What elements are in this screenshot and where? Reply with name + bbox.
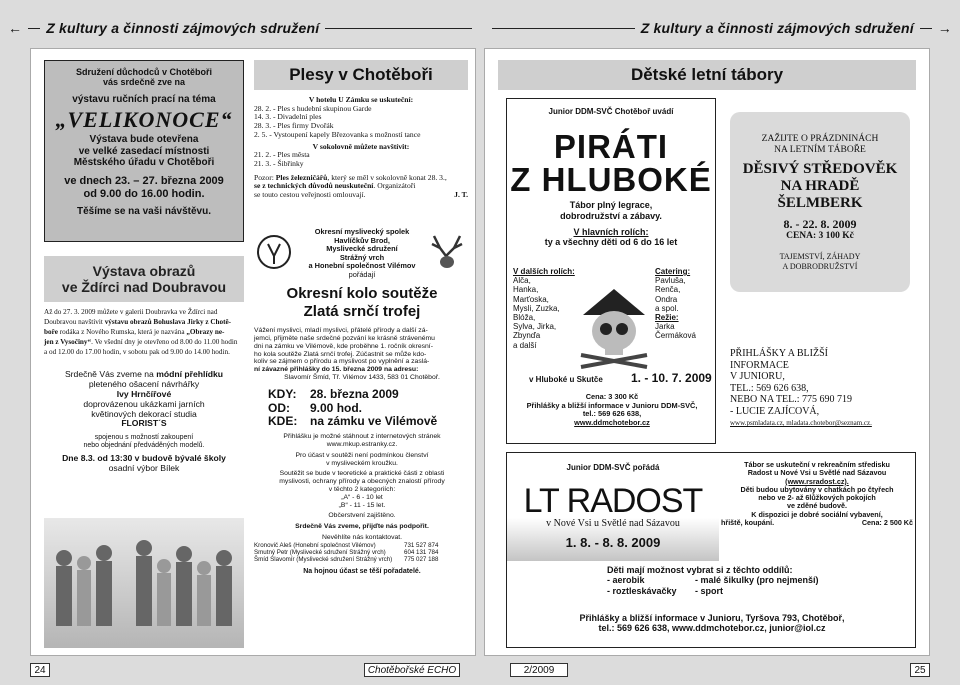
radost-camp-poster: Junior DDM-SVČ pořádá LT RADOST v Nové Vsi u Světlé nad Sázavou 1. 8. - 8. 8. 2009 Tábor se uskuteční v rekreačním středisku Radost u Nové Vsi u Světlé nad Sázavou (www.rsradost.cz). Děti budou ubytovány v chatkách po čtyřech nebo ve 2- až 6lůžkových pokojích ve zděné budově. K dispozici je dobré sociální vybavení, hřiště, koupání. Cena: 2 500 Kč Děti mají možnost vybrat si z těchto oddílů: - aerobik - malé šikulky (pro nejmenší) - roztleskávačky - sport Přihlášky a bližší informace v Junioru, Tyršova 793, Chotěboř, tel.: 569 626 638, www.ddmchotebor.cz, junior@iol.cz — [506, 452, 916, 648]
pirates-dates: 1. - 10. 7. 2009 — [631, 371, 712, 385]
trophy-title-2: Zlatá srnčí trofej — [303, 303, 421, 321]
radost-title: LT RADOST — [523, 482, 703, 521]
easter-dates: ve dnech 23. – 27. března 2009 — [64, 174, 224, 187]
easter-hours: od 9.00 do 16.00 hodin. — [83, 187, 205, 200]
deer-head-icon — [426, 232, 468, 270]
camps-header — [498, 60, 916, 90]
easter-line: vás srdečně zve na — [102, 77, 186, 88]
balls-title: Plesy v Chotěboři — [289, 65, 433, 84]
selmberk-dates: 8. - 22. 8. 2009 — [783, 216, 857, 231]
pirates-title-1: PIRÁTI — [553, 128, 669, 166]
header-right — [486, 14, 952, 42]
page-number-left: 24 — [30, 663, 50, 677]
pirate-skull-icon — [577, 285, 651, 369]
exhibition-header — [44, 256, 244, 302]
exhibition-text: Až do 27. 3. 2009 můžete v galerii Doubravka ve Ždírci nad Doubravou navštívit výstavu obrazů Bohuslava Jirky z Chotě- boře rodáka z Nového Rumska, která je nazvána „Obrazy ne- jen z Vysočiny“. Ve všední dny je otevřeno od 8.00 do 11.00 hodin a od 12.00 do 17.00 hodin, v sobotu pak od 9.00 do 14.00 hodin. — [44, 308, 238, 356]
radost-dates: 1. 8. - 8. 8. 2009 — [565, 534, 661, 550]
models-photo — [44, 518, 244, 648]
easter-line: Sdružení důchodců v Chotěboři — [75, 67, 212, 77]
pirates-web-link[interactable]: www.ddmchotebor.cz — [574, 417, 650, 427]
people-photo-icon — [44, 518, 244, 648]
trophy-title-1: Okresní kolo soutěže — [286, 285, 438, 303]
arrow-right-icon: → — [937, 20, 952, 36]
page-number-right: 25 — [910, 663, 930, 677]
easter-title: „VELIKONOCE“ — [55, 107, 233, 133]
radost-contacts[interactable]: tel.: 569 626 638, www.ddmchotebor.cz, junior@iol.cz — [598, 623, 826, 634]
easter-exhibition-poster — [44, 60, 244, 242]
crew-list: Catering: Pavluša, Renča, Ondra a spol. Režie: Jarka Čermáková — [655, 267, 696, 341]
cast-list: V dalších rolích: Alča, Hanka, Marťoska, Mysli, Zuzka, Blóža, Sylva, Jirka, Zbynďa a další — [513, 267, 575, 350]
arrow-left-icon: ← — [8, 20, 23, 36]
exhibition-title-1: Výstava obrazů — [92, 263, 196, 279]
contacts: Kronovič Aleš (Honební společnost Vilémov) 731 527 874 Smutný Petr (Myslivecké sdružení Strážný vrch) 604 131 784 Šmíd Slavomír (Myslivecké sdružení Strážný vrch) 775 027 188 — [254, 541, 439, 564]
deer-emblem-icon — [256, 234, 292, 270]
camps-title: Dětské letní tábory — [630, 65, 784, 84]
easter-line: Městského úřadu v Chotěboři — [73, 157, 215, 169]
easter-line: Těšíme se na vaši návštěvu. — [77, 206, 211, 218]
easter-line: výstavu ručních prací na téma — [72, 93, 216, 105]
balls-header — [254, 60, 468, 90]
balls-list: V hotelu U Zámku se uskuteční: 28. 2. - Ples s hudební skupinou Garde 14. 3. - Divadelní ples 28. 3. - Ples firmy Dvořák 2. 5. - Vystoupení kapely Březovanka s možností tance V sokolovně můžete navštívit: 21. 2. - Ples města 21. 3. - Šibřinky Pozor: Ples železničářů, který se měl v sokolovně konat 28. 3., se z technických důvodů neuskuteční. Organizátoři se touto cestou veřejnosti omlouvají. J. T. — [254, 95, 468, 200]
selmberk-camp-poster: ZAŽIJTE O PRÁZDNINÁCH NA LETNÍM TÁBOŘE DĚSIVÝ STŘEDOVĚK NA HRADĚ ŠELMBERK 8. - 22. 8. 2009 CENA: 3 100 Kč TAJEMSTVÍ, ZÁHADY A DOBRODRUŽSTVÍ PŘIHLÁŠKY A BLIŽŠÍ INFORMACE V JUNIORU, TEL.: 569 626 638, NEBO NA TEL.: 775 690 719 - LUCIE ZAJÍCOVÁ, www.psmladata.cz, mladata.chotebor@seznam.cz. — [722, 98, 920, 444]
trophy-announcement: Okresní myslivecký spolek Havlíčkův Brod, Myslivecké sdružení Strážný vrch a Honební společnost Vilémov pořádají Okresní kolo soutěže Zlatá srnčí trofej Vážení myslivci, mladí myslivci, přátelé přírody a další zá- jemci, přijměte naše srdečné pozvání ke krásně strávenému dni na zámku ve Vilémově, kde proběhne 1. ročník okresní- ho kola soutěže Zlatá srnčí trofej. Zúčastnit se může kdo- koliv se zájmem o přírodu a myslivost po vyplnění a zaslá- ní závazné přihlášky do 15. března 2009 na adresu: Slavomír Šmíd, Tř. Vilémov 1433, 583 01 Chotěboř. KDY: 28. března 2009 OD: 9.00 hod. KDE: na zámku ve Vilémově Přihlášku je možné stáhnout z internetových stránek www.mkup.estranky.cz. Pro účast v soutěži není podmínkou členství v mysliveckém kroužku. Soutěžit se bude v teoretické a praktické části z oblasti myslivosti, ochrany přírody a obecných znalostí přírody v těchto 2 kategoriích: „A“ - 6 - 10 let „B“ - 11 - 15 let. Občerstvení zajištěno. Srdečně Vás zveme, přijďte nás podpořit. Nevěhlíte nás kontaktovat. Kronovič Aleš (Honební společnost Vilémov) 731 527 874 Smutný Petr (Myslivecké sdružení Strážný vrch) 604 131 784 Šmíd Slavomír (Myslivecké sdružení Strážný vrch) 775 027 188 Na hojnou účast se těší pořadatelé. — [254, 226, 470, 650]
radost-banner: Junior DDM-SVČ pořádá LT RADOST v Nové Vsi u Světlé nad Sázavou 1. 8. - 8. 8. 2009 — [507, 453, 719, 561]
fashion-show-poster: Srdečně Vás zveme na módní přehlídku pleteného ošacení návrhářky Ivy Hrnčířové doprovázenou ukázkami jarních květinových dekorací studia FLORIST´S spojenou s možností zakoupení nebo objednání předváděných modelů. Dne 8.3. od 13:30 v budově bývalé školy osadní výbor Bílek — [44, 366, 244, 650]
issue-number: 2/2009 — [510, 663, 568, 677]
selmberk-links[interactable]: www.psmladata.cz, mladata.chotebor@seznam.cz. — [730, 419, 872, 427]
easter-line: ve velké zasedací místnosti — [78, 145, 210, 157]
magazine-name: Chotěbořské ECHO — [364, 663, 460, 677]
section-title-left: Z kultury a činnosti zájmových sdružení — [46, 20, 320, 36]
exhibition-title-2: ve Ždírci nad Doubravou — [61, 279, 227, 295]
pirates-camp-poster: Junior DDM-SVČ Chotěboř uvádí PIRÁTI Z HLUBOKÉ Tábor plný legrace, dobrodružství a zábavy. V hlavních rolích: ty a všechny děti od 6 do 16 let V dalších rolích: Alča, Hanka, Marťoska, Mysli, Zuzka, Blóža, Sylva, Jirka, Zbynďa a další Catering: Pavluša, Renča, Ondra a spol. Režie: Jarka Čermáková v Hluboké u Skutče 1. - 10. 7. 2009 Cena: 3 300 Kč Přihlášky a bližší informace v Junioru DDM-SVČ, tel.: 569 626 638, www.ddmchotebor.cz — [506, 98, 716, 444]
header-left — [8, 14, 478, 42]
easter-line: Výstava bude otevřena — [89, 134, 199, 146]
radost-activities: Děti mají možnost vybrat si z těchto oddílů: - aerobik - malé šikulky (pro nejmenší) - roztleskávačky - sport — [607, 565, 819, 596]
pirates-title-2: Z HLUBOKÉ — [510, 161, 712, 199]
section-title-right: Z kultury a činnosti zájmových sdružení — [640, 20, 914, 36]
trophy-when-where: KDY: 28. března 2009 OD: 9.00 hod. KDE: na zámku ve Vilémově — [268, 386, 438, 429]
